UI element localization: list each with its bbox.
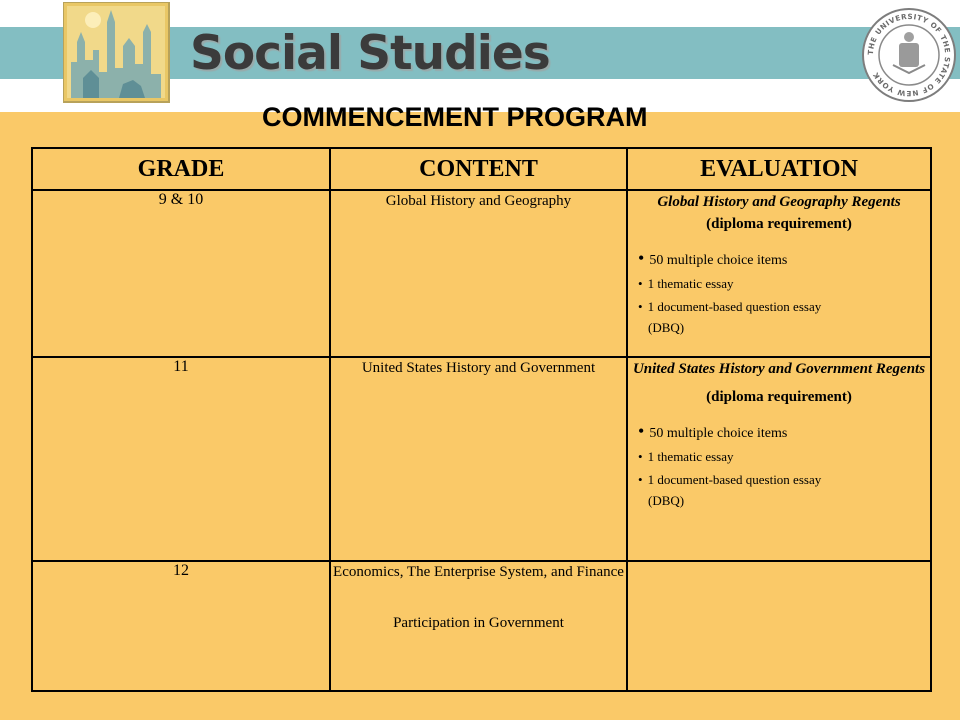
table-header-row <box>32 148 931 190</box>
list-item: • 1 document-based question essay <box>638 299 822 314</box>
header-grade: GRADE <box>32 148 330 190</box>
list-item: • 50 multiple choice items <box>638 248 788 268</box>
grade-cell: 12 <box>32 561 330 691</box>
list-item: • 1 thematic essay <box>638 276 734 291</box>
evaluation-title: Global History and Geography Regents <box>657 194 901 210</box>
dbq-label: (DBQ) <box>648 493 685 508</box>
university-seal-icon <box>861 7 957 103</box>
dbq-label: (DBQ) <box>648 320 685 335</box>
grade-cell: 11 <box>32 357 330 561</box>
header <box>0 0 960 112</box>
evaluation-cell <box>627 561 931 691</box>
table-row <box>32 190 931 357</box>
table-row <box>32 561 931 691</box>
evaluation-list <box>628 247 930 318</box>
evaluation-note: (diploma requirement) <box>706 216 852 232</box>
evaluation-title: United States History and Government Regents <box>632 361 926 377</box>
list-item: • 1 document-based question essay <box>638 472 822 487</box>
evaluation-note: (diploma requirement) <box>706 389 852 405</box>
list-item: • 1 thematic essay <box>638 449 734 464</box>
table-row <box>32 357 931 561</box>
city-skyline-icon <box>63 2 173 106</box>
content-cell: Global History and Geography <box>330 190 627 357</box>
header-content: CONTENT <box>330 148 627 190</box>
grade-cell: 9 & 10 <box>32 190 330 357</box>
program-table <box>31 147 932 692</box>
content-text: Economics, The Enterprise System, and Finance <box>333 564 624 580</box>
program-title: COMMENCEMENT PROGRAM <box>262 102 648 132</box>
content-text-secondary: Participation in Government <box>393 615 564 631</box>
header-title: Social Studies <box>190 26 550 81</box>
content-cell: United States History and Government <box>330 357 627 561</box>
evaluation-list <box>628 420 930 491</box>
evaluation-cell <box>627 357 931 561</box>
header-evaluation: EVALUATION <box>627 148 931 190</box>
list-item: • 50 multiple choice items <box>638 421 788 441</box>
svg-text:THE UNIVERSITY OF THE STATE OF: THE UNIVERSITY OF THE STATE OF NEW YORK <box>865 11 953 99</box>
content-cell <box>330 561 627 691</box>
evaluation-cell <box>627 190 931 357</box>
